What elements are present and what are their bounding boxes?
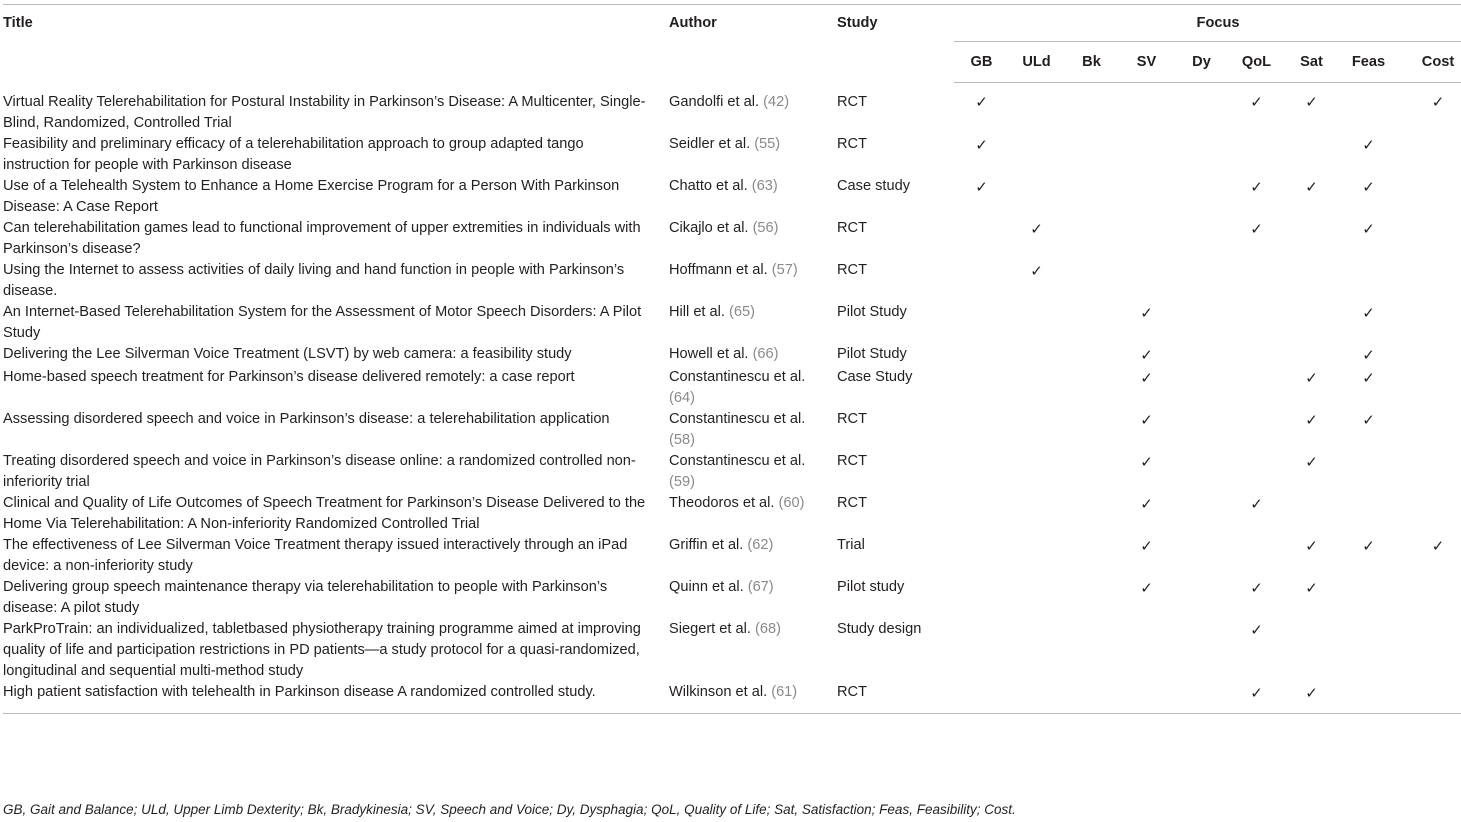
title-cell: Can telerehabilitation games lead to functional improvement of upper extremities in individuals with Parkinson’s disease?	[3, 219, 641, 257]
author-name: Hill et al.	[669, 303, 725, 320]
author-cell	[666, 619, 834, 682]
focus-cell-gb	[954, 682, 1009, 714]
focus-cell-sv	[1119, 577, 1174, 619]
author-name: Cikajlo et al.	[669, 219, 749, 236]
table-header	[3, 5, 1461, 83]
author-cell	[666, 682, 834, 714]
focus-subheader-feas: Feas	[1339, 42, 1398, 83]
check-mark-icon: ✓	[1250, 620, 1263, 639]
focus-cell-dy	[1174, 535, 1229, 577]
focus-cell-cost	[1398, 577, 1461, 619]
focus-cell-qol	[1229, 176, 1284, 218]
focus-cell-feas	[1339, 367, 1398, 409]
study-cell: RCT	[837, 135, 867, 152]
reference-link[interactable]: (67)	[747, 578, 774, 595]
check-mark-icon: ✓	[1305, 177, 1318, 196]
focus-cell-gb	[954, 260, 1009, 302]
author-cell	[666, 577, 834, 619]
title-cell: An Internet-Based Telerehabilitation System for the Assessment of Motor Speech Disorders: A Pilot Study	[3, 303, 642, 341]
author-cell	[666, 134, 834, 176]
title-cell: Treating disordered speech and voice in Parkinson’s disease online: a randomized controlled non-inferiority trial	[3, 452, 636, 490]
table-row	[3, 493, 1461, 535]
focus-subheader-gb: GB	[954, 42, 1009, 83]
focus-cell-bk	[1064, 83, 1119, 134]
author-name: Constantinescu et al.	[669, 368, 806, 385]
check-mark-icon: ✓	[1362, 345, 1375, 364]
check-mark-icon: ✓	[1140, 452, 1153, 471]
focus-cell-dy	[1174, 302, 1229, 344]
study-cell: RCT	[837, 261, 867, 278]
focus-cell-uld	[1009, 682, 1064, 714]
focus-cell-feas	[1339, 451, 1398, 493]
focus-cell-bk	[1064, 176, 1119, 218]
check-mark-icon: ✓	[1362, 177, 1375, 196]
focus-cell-gb	[954, 218, 1009, 260]
focus-cell-cost	[1398, 493, 1461, 535]
focus-cell-sv	[1119, 302, 1174, 344]
reference-link[interactable]: (61)	[771, 683, 798, 700]
study-cell: Trial	[837, 536, 865, 553]
author-cell	[666, 493, 834, 535]
focus-cell-bk	[1064, 134, 1119, 176]
focus-cell-bk	[1064, 260, 1119, 302]
focus-cell-uld	[1009, 260, 1064, 302]
table-row	[3, 682, 1461, 714]
focus-cell-qol	[1229, 535, 1284, 577]
check-mark-icon: ✓	[1250, 683, 1263, 702]
author-name: Griffin et al.	[669, 536, 744, 553]
focus-cell-sv	[1119, 367, 1174, 409]
author-name: Wilkinson et al.	[669, 683, 768, 700]
focus-cell-sat	[1284, 302, 1339, 344]
focus-cell-bk	[1064, 682, 1119, 714]
author-cell	[666, 409, 834, 451]
focus-cell-sat	[1284, 83, 1339, 134]
focus-cell-feas	[1339, 682, 1398, 714]
reference-link[interactable]: (65)	[729, 303, 755, 320]
focus-cell-bk	[1064, 619, 1119, 682]
author-name: Constantinescu et al.	[669, 410, 806, 427]
focus-cell-sv	[1119, 535, 1174, 577]
focus-cell-gb	[954, 577, 1009, 619]
check-mark-icon: ✓	[1305, 368, 1318, 387]
table-row	[3, 451, 1461, 493]
focus-cell-sv	[1119, 493, 1174, 535]
check-mark-icon: ✓	[1250, 177, 1263, 196]
study-cell: Pilot study	[837, 578, 905, 595]
focus-cell-sat	[1284, 577, 1339, 619]
check-mark-icon: ✓	[1362, 410, 1375, 429]
check-mark-icon: ✓	[975, 135, 988, 154]
author-cell	[666, 302, 834, 344]
focus-cell-qol	[1229, 493, 1284, 535]
study-cell: Case study	[837, 177, 911, 194]
focus-cell-bk	[1064, 218, 1119, 260]
author-name: Siegert et al.	[669, 620, 751, 637]
focus-cell-qol	[1229, 260, 1284, 302]
author-name: Hoffmann et al.	[669, 261, 768, 278]
focus-cell-bk	[1064, 367, 1119, 409]
focus-cell-feas	[1339, 619, 1398, 682]
focus-cell-uld	[1009, 176, 1064, 218]
check-mark-icon: ✓	[1140, 410, 1153, 429]
study-cell: RCT	[837, 452, 867, 469]
focus-cell-cost	[1398, 302, 1461, 344]
focus-cell-qol	[1229, 302, 1284, 344]
focus-subheader-cost: Cost	[1398, 42, 1461, 83]
check-mark-icon: ✓	[1305, 410, 1318, 429]
focus-cell-sat	[1284, 176, 1339, 218]
study-cell: RCT	[837, 219, 867, 236]
author-cell	[666, 176, 834, 218]
focus-cell-cost	[1398, 451, 1461, 493]
author-name: Howell et al.	[669, 345, 749, 362]
study-cell: RCT	[837, 93, 867, 110]
author-cell	[666, 367, 834, 409]
focus-cell-cost	[1398, 367, 1461, 409]
focus-cell-feas	[1339, 302, 1398, 344]
focus-cell-gb	[954, 344, 1009, 367]
focus-cell-cost	[1398, 682, 1461, 714]
focus-cell-uld	[1009, 577, 1064, 619]
study-cell: RCT	[834, 682, 954, 714]
table-row	[3, 260, 1461, 302]
check-mark-icon: ✓	[1431, 93, 1445, 111]
focus-cell-uld	[1009, 535, 1064, 577]
check-mark-icon: ✓	[1030, 219, 1043, 238]
focus-cell-dy	[1174, 260, 1229, 302]
focus-cell-qol	[1229, 344, 1284, 367]
title-cell: Clinical and Quality of Life Outcomes of Speech Treatment for Parkinson’s Disease Delivered to the Home Via Telerehabilitation: A Non-inferiority Randomized Controlled Trial	[3, 494, 646, 532]
focus-cell-cost	[1398, 619, 1461, 682]
focus-cell-cost	[1398, 409, 1461, 451]
check-mark-icon: ✓	[1362, 303, 1375, 322]
author-cell	[666, 218, 834, 260]
title-cell: High patient satisfaction with telehealth in Parkinson disease A randomized controlled study.	[3, 682, 666, 714]
focus-subheader-bk: Bk	[1064, 42, 1119, 83]
focus-cell-dy	[1174, 367, 1229, 409]
focus-cell-feas	[1339, 409, 1398, 451]
focus-cell-bk	[1064, 344, 1119, 367]
focus-cell-gb	[954, 535, 1009, 577]
author-name: Seidler et al.	[669, 135, 751, 152]
focus-cell-sv	[1119, 451, 1174, 493]
focus-cell-dy	[1174, 134, 1229, 176]
reference-link[interactable]: (42)	[763, 93, 790, 110]
focus-cell-uld	[1009, 218, 1064, 260]
reference-link[interactable]: (55)	[754, 135, 781, 152]
focus-cell-uld	[1009, 83, 1064, 134]
focus-cell-feas	[1339, 218, 1398, 260]
focus-cell-qol	[1229, 409, 1284, 451]
focus-cell-gb	[954, 83, 1009, 134]
focus-cell-qol	[1229, 367, 1284, 409]
focus-cell-gb	[954, 367, 1009, 409]
author-name: Constantinescu et al.	[669, 452, 806, 469]
focus-cell-sat	[1284, 409, 1339, 451]
focus-cell-sat	[1284, 260, 1339, 302]
check-mark-icon: ✓	[975, 93, 988, 111]
author-name: Quinn et al.	[669, 578, 744, 595]
focus-cell-sat	[1284, 134, 1339, 176]
focus-cell-sv	[1119, 218, 1174, 260]
title-cell: Using the Internet to assess activities of daily living and hand function in people with Parkinson’s disease.	[3, 261, 625, 299]
title-cell: Virtual Reality Telerehabilitation for Postural Instability in Parkinson’s Disease: A Multicenter, Single-Blind, Randomized, Controlled Trial	[3, 93, 646, 131]
check-mark-icon: ✓	[1140, 345, 1153, 364]
study-cell: Pilot Study	[837, 345, 907, 362]
focus-cell-sat	[1284, 493, 1339, 535]
check-mark-icon: ✓	[1250, 93, 1263, 111]
study-column-header: Study	[834, 5, 954, 83]
reference-link[interactable]: (58)	[669, 431, 695, 448]
table-row	[3, 409, 1461, 451]
focus-cell-sv	[1119, 682, 1174, 714]
author-cell	[666, 451, 834, 493]
focus-cell-feas	[1339, 344, 1398, 367]
focus-cell-gb	[954, 302, 1009, 344]
table-row	[3, 619, 1461, 682]
title-cell: Feasibility and preliminary efficacy of a telerehabilitation approach to group adapted tango instruction for people with Parkinson disease	[3, 135, 584, 173]
table-row	[3, 344, 1461, 367]
focus-cell-uld	[1009, 134, 1064, 176]
focus-subheader-uld: ULd	[1009, 42, 1064, 83]
focus-cell-dy	[1174, 682, 1229, 714]
focus-cell-dy	[1174, 619, 1229, 682]
focus-cell-uld	[1009, 451, 1064, 493]
study-cell: RCT	[837, 410, 867, 427]
check-mark-icon: ✓	[1305, 578, 1318, 597]
check-mark-icon: ✓	[1305, 452, 1318, 471]
study-cell: Pilot Study	[837, 303, 907, 320]
focus-cell-qol	[1229, 577, 1284, 619]
focus-cell-dy	[1174, 409, 1229, 451]
reference-link[interactable]: (66)	[752, 345, 779, 362]
check-mark-icon: ✓	[1362, 368, 1375, 387]
focus-cell-sv	[1119, 260, 1174, 302]
focus-cell-feas	[1339, 134, 1398, 176]
table-row	[3, 176, 1461, 218]
focus-cell-bk	[1064, 302, 1119, 344]
focus-cell-sv	[1119, 134, 1174, 176]
author-cell	[666, 260, 834, 302]
focus-cell-feas	[1339, 535, 1398, 577]
title-cell: Delivering group speech maintenance therapy via telerehabilitation to people with Parkinson’s disease: A pilot study	[3, 578, 608, 616]
focus-cell-uld	[1009, 344, 1064, 367]
focus-subheader-qol: QoL	[1229, 42, 1284, 83]
focus-cell-bk	[1064, 535, 1119, 577]
author-column-header: Author	[666, 5, 834, 83]
focus-cell-cost	[1398, 83, 1461, 134]
focus-cell-qol	[1229, 682, 1284, 714]
reference-link[interactable]: (56)	[752, 219, 779, 236]
focus-cell-uld	[1009, 367, 1064, 409]
focus-cell-qol	[1229, 134, 1284, 176]
check-mark-icon: ✓	[1140, 494, 1153, 513]
check-mark-icon: ✓	[1140, 368, 1153, 387]
check-mark-icon: ✓	[1305, 536, 1318, 555]
focus-column-header	[954, 5, 1461, 42]
check-mark-icon: ✓	[1140, 536, 1153, 555]
studies-table	[3, 4, 1461, 714]
focus-cell-uld	[1009, 619, 1064, 682]
author-cell	[666, 535, 834, 577]
focus-cell-bk	[1064, 493, 1119, 535]
check-mark-icon: ✓	[1362, 135, 1375, 154]
title-cell: Use of a Telehealth System to Enhance a Home Exercise Program for a Person With Parkinson Disease: A Case Report	[3, 177, 620, 215]
table-row	[3, 218, 1461, 260]
author-cell	[666, 83, 834, 134]
reference-link[interactable]: (57)	[771, 261, 798, 278]
focus-cell-sat	[1284, 218, 1339, 260]
focus-cell-dy	[1174, 451, 1229, 493]
author-name: Theodoros et al.	[669, 494, 775, 511]
focus-cell-gb	[954, 176, 1009, 218]
check-mark-icon: ✓	[1305, 93, 1318, 111]
focus-header-label: Focus	[1196, 15, 1240, 31]
focus-cell-sv	[1119, 176, 1174, 218]
table-row	[3, 134, 1461, 176]
focus-cell-gb	[954, 134, 1009, 176]
focus-cell-dy	[1174, 218, 1229, 260]
focus-cell-sat	[1284, 344, 1339, 367]
check-mark-icon: ✓	[1362, 536, 1375, 555]
check-mark-icon: ✓	[1362, 219, 1375, 238]
reference-link[interactable]: (62)	[747, 536, 774, 553]
check-mark-icon: ✓	[1250, 219, 1263, 238]
focus-cell-dy	[1174, 577, 1229, 619]
focus-cell-qol	[1229, 218, 1284, 260]
check-mark-icon: ✓	[1030, 261, 1043, 280]
focus-cell-bk	[1064, 451, 1119, 493]
focus-cell-dy	[1174, 344, 1229, 367]
focus-cell-feas	[1339, 577, 1398, 619]
focus-cell-cost	[1398, 260, 1461, 302]
focus-cell-gb	[954, 409, 1009, 451]
focus-cell-qol	[1229, 83, 1284, 134]
focus-cell-gb	[954, 619, 1009, 682]
focus-cell-sv	[1119, 83, 1174, 134]
focus-cell-sv	[1119, 409, 1174, 451]
focus-cell-gb	[954, 493, 1009, 535]
author-name: Chatto et al.	[669, 177, 748, 194]
reference-link[interactable]: (63)	[751, 177, 778, 194]
reference-link[interactable]: (64)	[669, 389, 695, 406]
reference-link[interactable]: (60)	[778, 494, 805, 511]
study-cell: Study design	[837, 620, 922, 637]
focus-cell-sv	[1119, 344, 1174, 367]
focus-cell-uld	[1009, 409, 1064, 451]
focus-cell-cost	[1398, 176, 1461, 218]
check-mark-icon: ✓	[1250, 494, 1263, 513]
check-mark-icon: ✓	[1140, 303, 1153, 322]
focus-cell-sat	[1284, 535, 1339, 577]
focus-cell-dy	[1174, 493, 1229, 535]
focus-cell-sv	[1119, 619, 1174, 682]
focus-cell-bk	[1064, 577, 1119, 619]
check-mark-icon: ✓	[1431, 536, 1445, 555]
focus-cell-gb	[954, 451, 1009, 493]
check-mark-icon: ✓	[1140, 578, 1153, 597]
title-cell: Home-based speech treatment for Parkinson’s disease delivered remotely: a case report	[3, 368, 575, 385]
focus-subheader-sv: SV	[1119, 42, 1174, 83]
study-cell: Case Study	[837, 368, 913, 385]
table-row	[3, 577, 1461, 619]
title-cell: ParkProTrain: an individualized, tabletbased physiotherapy training programme aimed at improving quality of life and participation restrictions in PD patients—a study protocol for a quasi-randomized, longitudinal and sequential multi-method study	[3, 620, 641, 679]
author-cell	[666, 344, 834, 367]
table-row	[3, 535, 1461, 577]
study-cell: RCT	[837, 494, 867, 511]
check-mark-icon: ✓	[1250, 578, 1263, 597]
focus-cell-cost	[1398, 134, 1461, 176]
check-mark-icon: ✓	[1305, 683, 1318, 702]
focus-cell-cost	[1398, 218, 1461, 260]
focus-cell-feas	[1339, 83, 1398, 134]
table-row	[3, 367, 1461, 409]
focus-cell-feas	[1339, 260, 1398, 302]
focus-cell-qol	[1229, 451, 1284, 493]
table-footnote: GB, Gait and Balance; ULd, Upper Limb Dexterity; Bk, Bradykinesia; SV, Speech and Voice; Dy, Dysphagia; QoL, Quality of Life; Sat, Satisfaction; Feas, Feasibility; Cost.	[3, 802, 1016, 817]
focus-cell-qol	[1229, 619, 1284, 682]
focus-cell-feas	[1339, 176, 1398, 218]
focus-subheader-dy: Dy	[1174, 42, 1229, 83]
focus-cell-uld	[1009, 302, 1064, 344]
focus-cell-sat	[1284, 367, 1339, 409]
focus-cell-sat	[1284, 451, 1339, 493]
title-cell: The effectiveness of Lee Silverman Voice Treatment therapy issued interactively through an iPad device: a non-inferiority study	[3, 536, 628, 574]
table-row	[3, 83, 1461, 134]
focus-cell-dy	[1174, 176, 1229, 218]
title-column-header: Title	[3, 5, 666, 83]
focus-cell-sat	[1284, 619, 1339, 682]
reference-link[interactable]: (59)	[669, 473, 695, 490]
table-body	[3, 83, 1461, 714]
author-name: Gandolfi et al.	[669, 93, 760, 110]
focus-cell-bk	[1064, 409, 1119, 451]
focus-cell-feas	[1339, 493, 1398, 535]
reference-link[interactable]: (68)	[755, 620, 781, 637]
title-cell: Delivering the Lee Silverman Voice Treatment (LSVT) by web camera: a feasibility study	[3, 345, 572, 362]
title-cell: Assessing disordered speech and voice in Parkinson’s disease: a telerehabilitation application	[3, 410, 610, 427]
focus-cell-cost	[1398, 535, 1461, 577]
focus-cell-uld	[1009, 493, 1064, 535]
table-row	[3, 302, 1461, 344]
focus-cell-sat	[1284, 682, 1339, 714]
focus-cell-dy	[1174, 83, 1229, 134]
focus-cell-cost	[1398, 344, 1461, 367]
focus-subheader-sat: Sat	[1284, 42, 1339, 83]
check-mark-icon: ✓	[975, 177, 988, 196]
